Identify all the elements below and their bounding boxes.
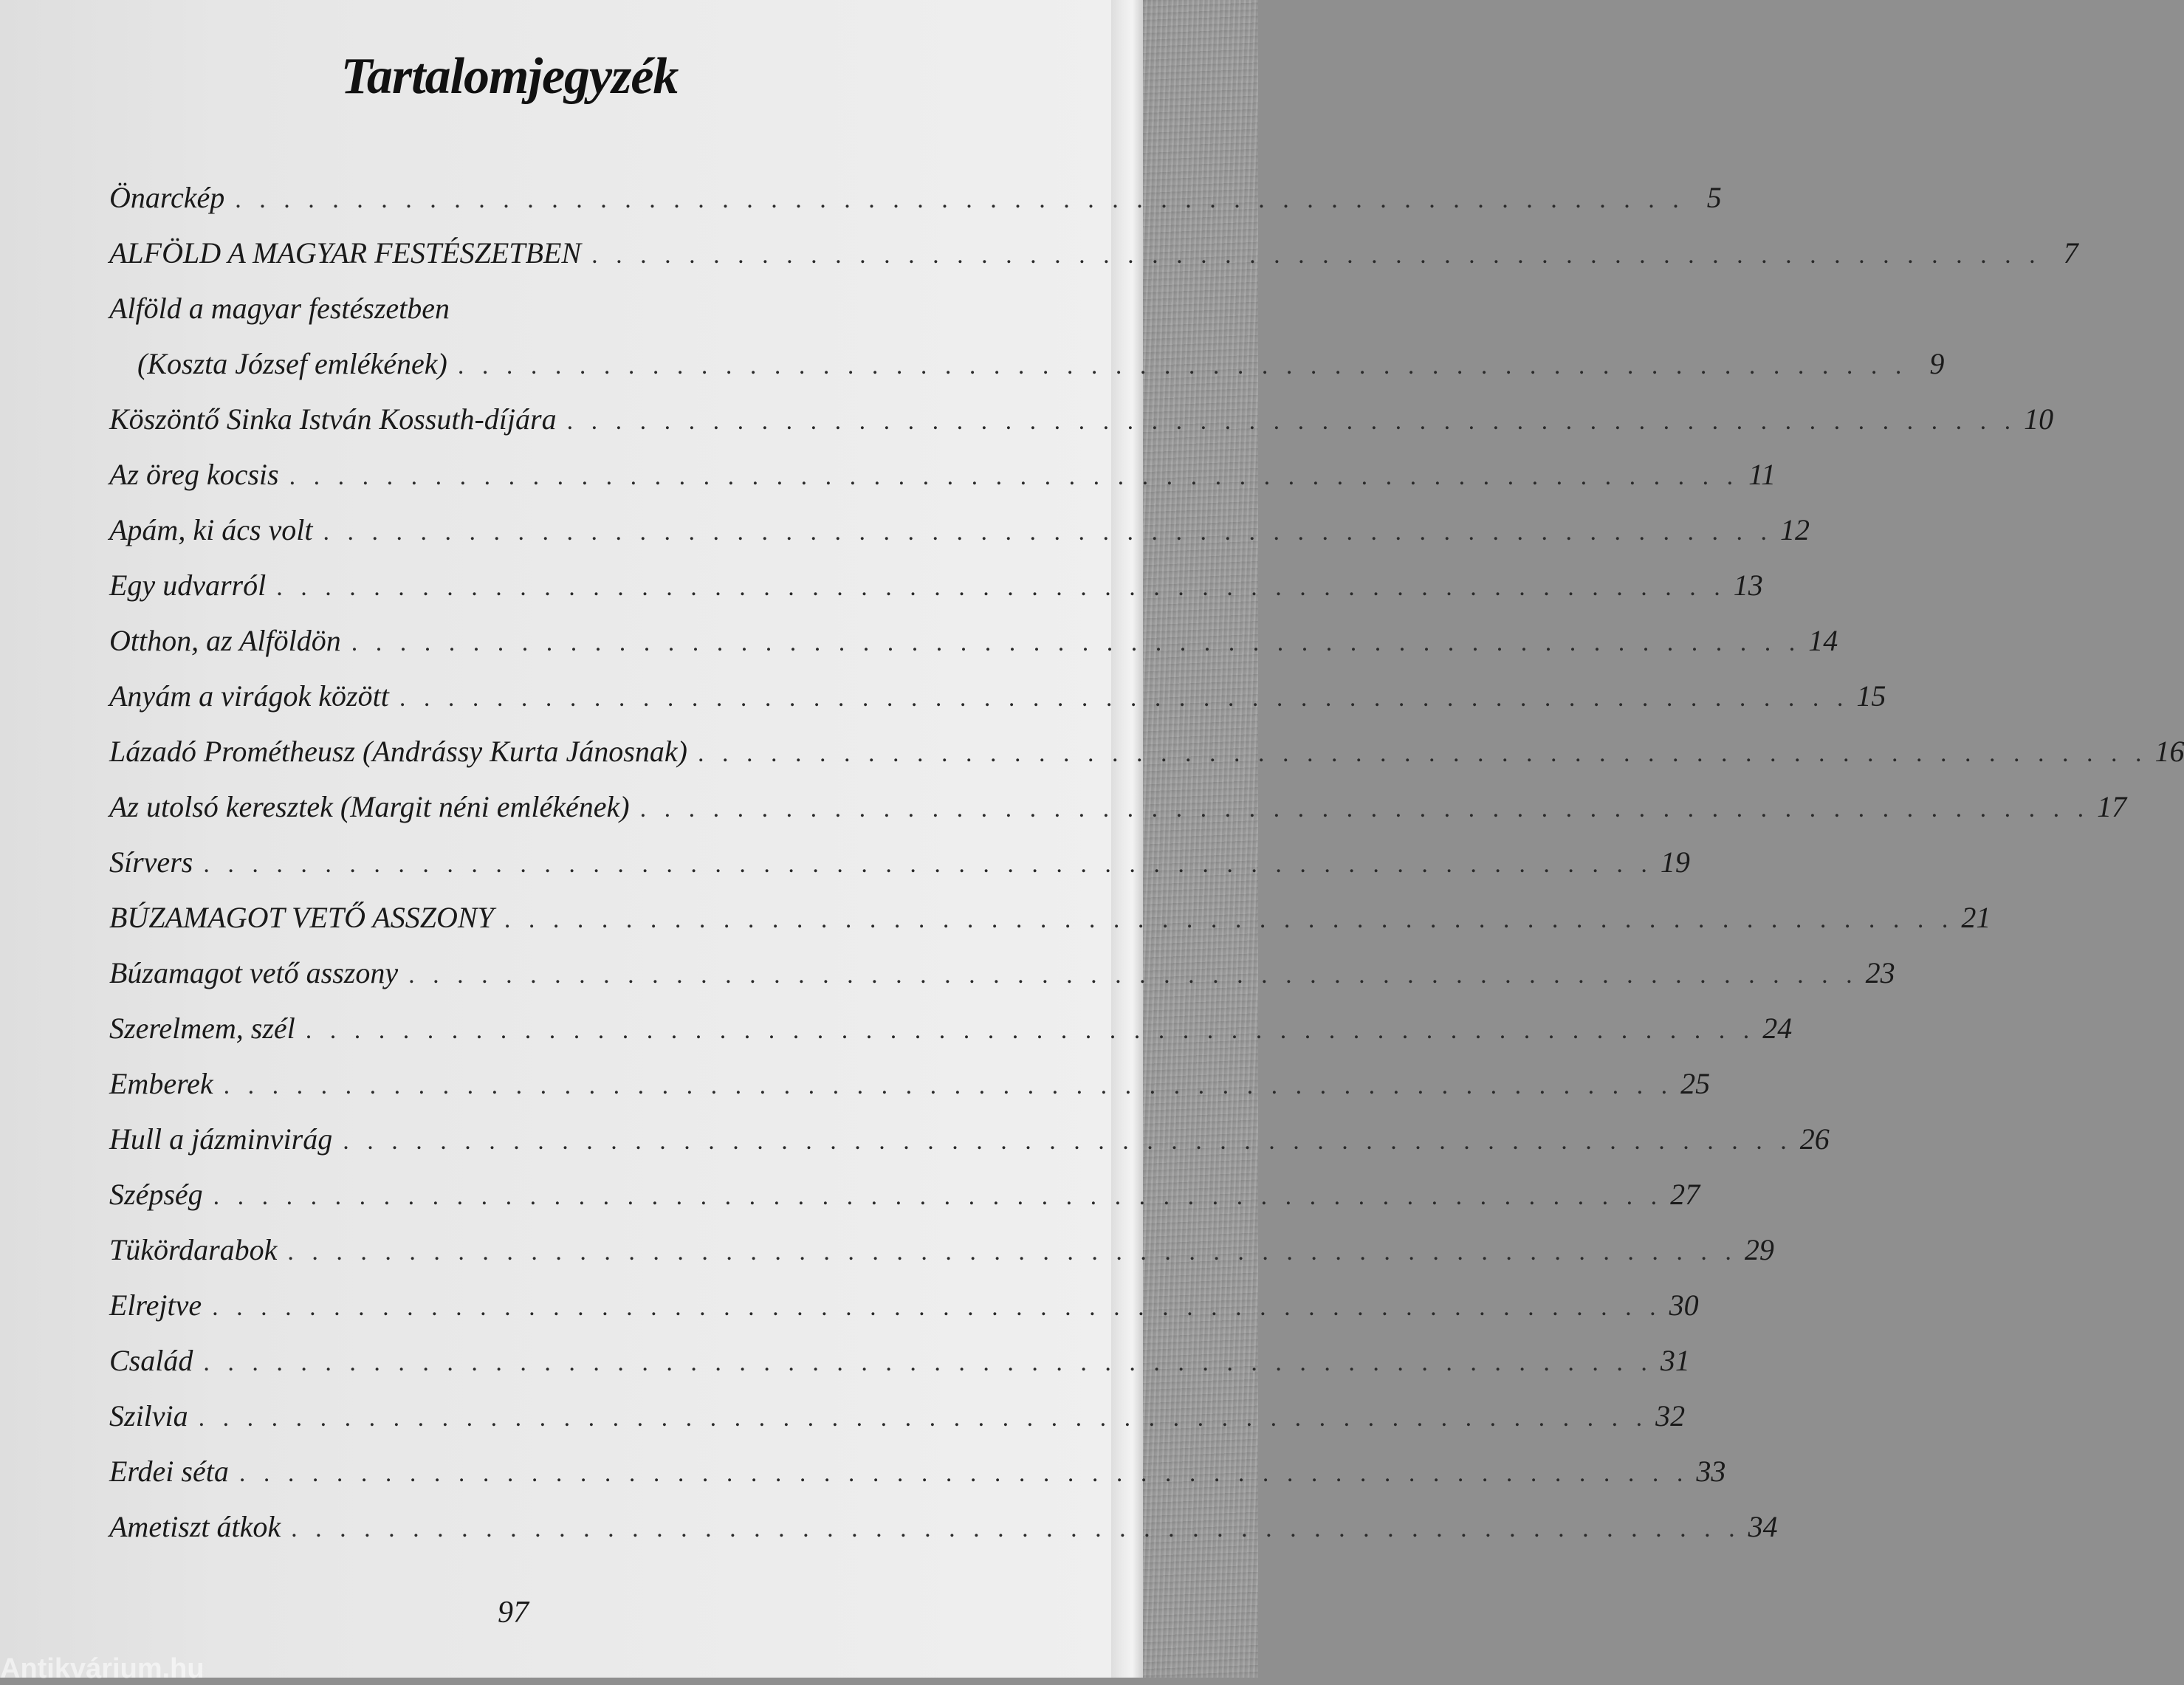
- toc-entry: [109, 845, 1690, 903]
- dot-leader: . . . . . . . . . . . . . . . . . . . . . . . . . . . . . . . . . . . . . . . . . . . . . . . . . . . . . . . . . . . .: [203, 1349, 1653, 1376]
- toc-entry: [109, 790, 2127, 848]
- toc-entry-title: Család: [109, 1344, 193, 1377]
- dot-leader: . . . . . . . . . . . . . . . . . . . . . . . . . . . . . . . . . . . . . . . . . . . . . . . . . . . . . . . . . . . .: [399, 684, 1850, 712]
- toc-entry-title: BÚZAMAGOT VETŐ ASSZONY: [109, 901, 494, 934]
- toc-entry-title: Tükördarabok: [109, 1233, 278, 1266]
- toc-entry-title: Szilvia: [109, 1399, 188, 1432]
- toc-entry-title: Emberek: [109, 1067, 213, 1100]
- toc-entry-title: Apám, ki ács volt: [109, 513, 313, 546]
- toc-entry-page: 25: [1680, 1067, 1711, 1100]
- toc-entry-page: 10: [2024, 402, 2054, 436]
- dot-leader: . . . . . . . . . . . . . . . . . . . . . . . . . . . . . . . . . . . . . . . . . . . . . . . . . . . . . . . . . . . .: [457, 352, 1908, 380]
- toc-entry: [109, 1455, 1726, 1512]
- toc-entry-title: Elrejtve: [109, 1288, 202, 1322]
- toc-entry: [109, 1122, 1830, 1180]
- toc-entry: [109, 1399, 1686, 1457]
- toc-entry: [109, 679, 1886, 737]
- toc-entry-title: Hull a jázminvirág: [109, 1122, 333, 1156]
- dot-leader: . . . . . . . . . . . . . . . . . . . . . . . . . . . . . . . . . . . . . . . . . . . . . . . . . . . . . . . . . . . .: [223, 1072, 1674, 1099]
- toc-entry-page: 12: [1780, 513, 1810, 546]
- toc-entry: [109, 956, 1895, 1014]
- toc-entry-page: 5: [1706, 181, 1722, 214]
- watermark: Antikvárium.hu: [0, 1653, 205, 1684]
- toc-entry-page: 7: [2063, 236, 2078, 270]
- toc-entry: [109, 1344, 1690, 1401]
- toc-entry-title: Szerelmem, szél: [109, 1012, 295, 1045]
- toc-entry: [109, 236, 2078, 294]
- toc-entry-title: Lázadó Prométheusz (Andrássy Kurta Jánosnak): [109, 735, 687, 768]
- toc-entry-page: 14: [1808, 624, 1838, 657]
- dot-leader: . . . . . . . . . . . . . . . . . . . . . . . . . . . . . . . . . . . . . . . . . . . . . . . . . . . . . . . . . . . .: [203, 851, 1653, 878]
- toc-entry: [109, 292, 1945, 405]
- dot-leader: . . . . . . . . . . . . . . . . . . . . . . . . . . . . . . . . . . . . . . . . . . . . . . . . . . . . . . . . . . . .: [408, 961, 1858, 989]
- toc-entry: [109, 901, 1991, 958]
- toc-entry-title: Sírvers: [109, 845, 193, 879]
- toc-entry-page: 15: [1856, 679, 1886, 713]
- toc-entry: [109, 181, 1722, 238]
- toc-entry: [109, 1067, 1711, 1125]
- dot-leader: . . . . . . . . . . . . . . . . . . . . . . . . . . . . . . . . . . . . . . . . . . . . . . . . . . . . . . . . . . . .: [235, 186, 1685, 213]
- toc-entry-page: 32: [1655, 1399, 1686, 1432]
- toc-entry-title: Szépség: [109, 1178, 203, 1211]
- dot-leader: . . . . . . . . . . . . . . . . . . . . . . . . . . . . . . . . . . . . . . . . . . . . . . . . . . . . . . . . . . . .: [343, 1128, 1793, 1155]
- toc-entry-page: 27: [1670, 1178, 1700, 1211]
- toc-entry-page: 29: [1744, 1233, 1774, 1266]
- dot-leader: . . . . . . . . . . . . . . . . . . . . . . . . . . . . . . . . . . . . . . . . . . . . . . . . . . . . . . . . . . . .: [287, 1238, 1737, 1266]
- toc-entry-page: 21: [1961, 901, 1991, 934]
- toc-entry: [109, 402, 2054, 460]
- dot-leader: . . . . . . . . . . . . . . . . . . . . . . . . . . . . . . . . . . . . . . . . . . . . . . . . . . . . . . . . . . . .: [289, 463, 1740, 490]
- dot-leader: . . . . . . . . . . . . . . . . . . . . . . . . . . . . . . . . . . . . . . . . . . . . . . . . . . . . . . . . . . . .: [213, 1183, 1663, 1210]
- toc-entry-page: 17: [2097, 790, 2127, 823]
- toc-entry-title: Otthon, az Alföldön: [109, 624, 341, 657]
- toc-entry-page: 24: [1762, 1012, 1793, 1045]
- toc-entry-page: 9: [1929, 347, 1945, 380]
- toc-entry-title: Az öreg kocsis: [109, 458, 279, 491]
- toc-entry-title: Önarckép: [109, 181, 225, 214]
- dot-leader: . . . . . . . . . . . . . . . . . . . . . . . . . . . . . . . . . . . . . . . . . . . . . . . . . . . . . . . . . . . .: [305, 1017, 1756, 1044]
- toc-entry-page: 30: [1669, 1288, 1699, 1322]
- toc-entry: [109, 458, 1776, 515]
- dot-leader: . . . . . . . . . . . . . . . . . . . . . . . . . . . . . . . . . . . . . . . . . . . . . . . . . . . . . . . . . . . .: [276, 574, 1726, 601]
- toc-entry-title: Egy udvarról: [109, 569, 267, 602]
- toc-entry-title: Ametiszt átkok: [109, 1510, 281, 1543]
- dot-leader: . . . . . . . . . . . . . . . . . . . . . . . . . . . . . . . . . . . . . . . . . . . . . . . . . . . . . . . . . . . .: [198, 1404, 1649, 1432]
- toc-entry-page: 23: [1865, 956, 1895, 989]
- toc-entry: [109, 624, 1838, 682]
- toc-entry-page: 16: [2154, 735, 2184, 768]
- toc-entry-title: Búzamagot vető asszony: [109, 956, 399, 989]
- toc-entry-title: Köszöntő Sinka István Kossuth-díjára: [109, 402, 557, 436]
- toc-entry-title: Alföld a magyar festészetben: [109, 292, 450, 325]
- toc-entry-page: 26: [1799, 1122, 1830, 1156]
- toc-entry-title: Anyám a virágok között: [109, 679, 389, 713]
- dot-leader: . . . . . . . . . . . . . . . . . . . . . . . . . . . . . . . . . . . . . . . . . . . . . . . . . . . . . . . . . . . .: [238, 1460, 1689, 1487]
- toc-entry: [109, 1233, 1774, 1291]
- toc-entry-page: 11: [1748, 458, 1776, 491]
- dot-leader: . . . . . . . . . . . . . . . . . . . . . . . . . . . . . . . . . . . . . . . . . . . . . . . . . . . . . . . . . . . .: [639, 795, 2090, 823]
- toc-entry: [109, 1012, 1793, 1069]
- toc-entry-page: 34: [1748, 1510, 1778, 1543]
- toc-entry: [109, 1178, 1700, 1235]
- toc-entry-title: Az utolsó keresztek (Margit néni emlékének): [109, 790, 630, 823]
- toc-entry: [109, 569, 1763, 626]
- toc-entry-page: 33: [1696, 1455, 1726, 1488]
- dot-leader: . . . . . . . . . . . . . . . . . . . . . . . . . . . . . . . . . . . . . . . . . . . . . . . . . . . . . . . . . . . .: [212, 1294, 1662, 1321]
- page-title: Tartalomjegyzék: [340, 48, 679, 105]
- dot-leader: . . . . . . . . . . . . . . . . . . . . . . . . . . . . . . . . . . . . . . . . . . . . . . . . . . . . . . . . . . . .: [323, 518, 1773, 546]
- dot-leader: . . . . . . . . . . . . . . . . . . . . . . . . . . . . . . . . . . . . . . . . . . . . . . . . . . . . . . . . . . . .: [291, 1515, 1741, 1542]
- dot-leader: . . . . . . . . . . . . . . . . . . . . . . . . . . . . . . . . . . . . . . . . . . . . . . . . . . . . . . . . . . . .: [504, 906, 1954, 933]
- toc-entry: [109, 735, 2184, 792]
- toc-entry-title: ALFÖLD A MAGYAR FESTÉSZETBEN: [109, 236, 582, 270]
- toc-entry-subtitle: (Koszta József emlékének): [137, 347, 447, 380]
- page-number: 97: [498, 1596, 529, 1630]
- toc-entry-page: 19: [1660, 845, 1690, 879]
- toc-entry: [109, 1510, 1778, 1568]
- toc-entry: [109, 1288, 1699, 1346]
- toc-entry-title: Erdei séta: [109, 1455, 229, 1488]
- dot-leader: . . . . . . . . . . . . . . . . . . . . . . . . . . . . . . . . . . . . . . . . . . . . . . . . . . . . . . . . . . . .: [566, 408, 2017, 435]
- toc-entry: [109, 513, 1810, 571]
- dot-leader: . . . . . . . . . . . . . . . . . . . . . . . . . . . . . . . . . . . . . . . . . . . . . . . . . . . . . . . . . . . .: [697, 740, 2148, 767]
- toc-entry-page: 13: [1733, 569, 1763, 602]
- toc-entry-page: 31: [1660, 1344, 1690, 1377]
- dot-leader: . . . . . . . . . . . . . . . . . . . . . . . . . . . . . . . . . . . . . . . . . . . . . . . . . . . . . . . . . . . .: [591, 241, 2042, 269]
- dot-leader: . . . . . . . . . . . . . . . . . . . . . . . . . . . . . . . . . . . . . . . . . . . . . . . . . . . . . . . . . . . .: [351, 629, 1802, 656]
- table-of-contents: [109, 181, 2184, 1568]
